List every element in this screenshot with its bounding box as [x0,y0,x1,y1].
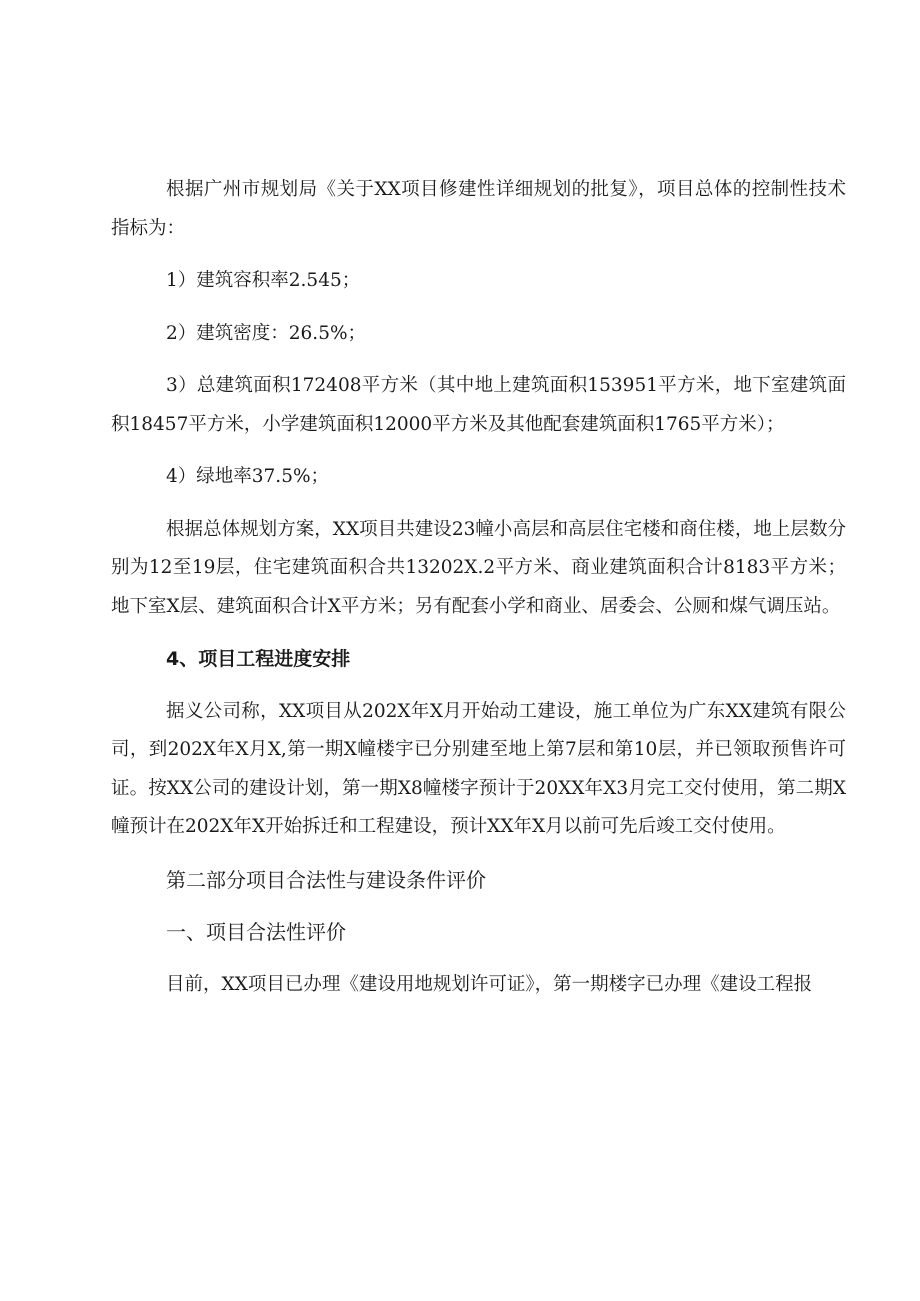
indicator-item-4: 4）绿地率37.5%； [166,466,330,487]
planning-paragraph: 根据总体规划方案，XX项目共建设23幢小高层和高层住宅楼和商住楼，地上层数分别为12至19层，住宅建筑面积合共13202X.2平方米、商业建筑面积合计8183平方米；地下室X层、建筑面积合计X平方米；另有配套小学和商业、居委会、公厕和煤气调压站。 [111,518,846,617]
section-heading-schedule: 4、项目工程进度安排 [166,648,351,670]
indicator-item-3: 3）总建筑面积172408平方米（其中地上建筑面积153951平方米，地下室建筑面积18457平方米，小学建筑面积12000平方米及其他配套建筑面积1765平方米）； [111,375,846,435]
part-heading: 第二部分项目合法性与建设条件评价 [166,867,486,892]
document-body [111,171,846,1018]
section-heading-legality: 一、项目合法性评价 [166,920,346,944]
schedule-paragraph: 据义公司称，XX项目从202X年X月开始动工建设，施工单位为广东XX建筑有限公司，到202X年X月X,第一期X幢楼宇已分别建至地上第7层和第10层，并已领取预售许可证。按XX公司的建设计划，第一期X8幢楼字预计于20XX年X3月完工交付使用，第二期X幢预计在202X年X开始拆迁和工程建设，预计XX年X月以前可先后竣工交付使用。 [111,700,846,837]
intro-paragraph: 根据广州市规划局《关于XX项目修建性详细规划的批复》，项目总体的控制性技术指标为： [111,179,846,239]
indicator-item-1: 1）建筑容积率2.545； [166,270,361,291]
legality-paragraph: 目前，XX项目已办理《建设用地规划许可证》，第一期楼字已办理《建设工程报 [166,973,813,995]
indicator-item-2: 2）建筑密度：26.5%； [166,322,367,344]
